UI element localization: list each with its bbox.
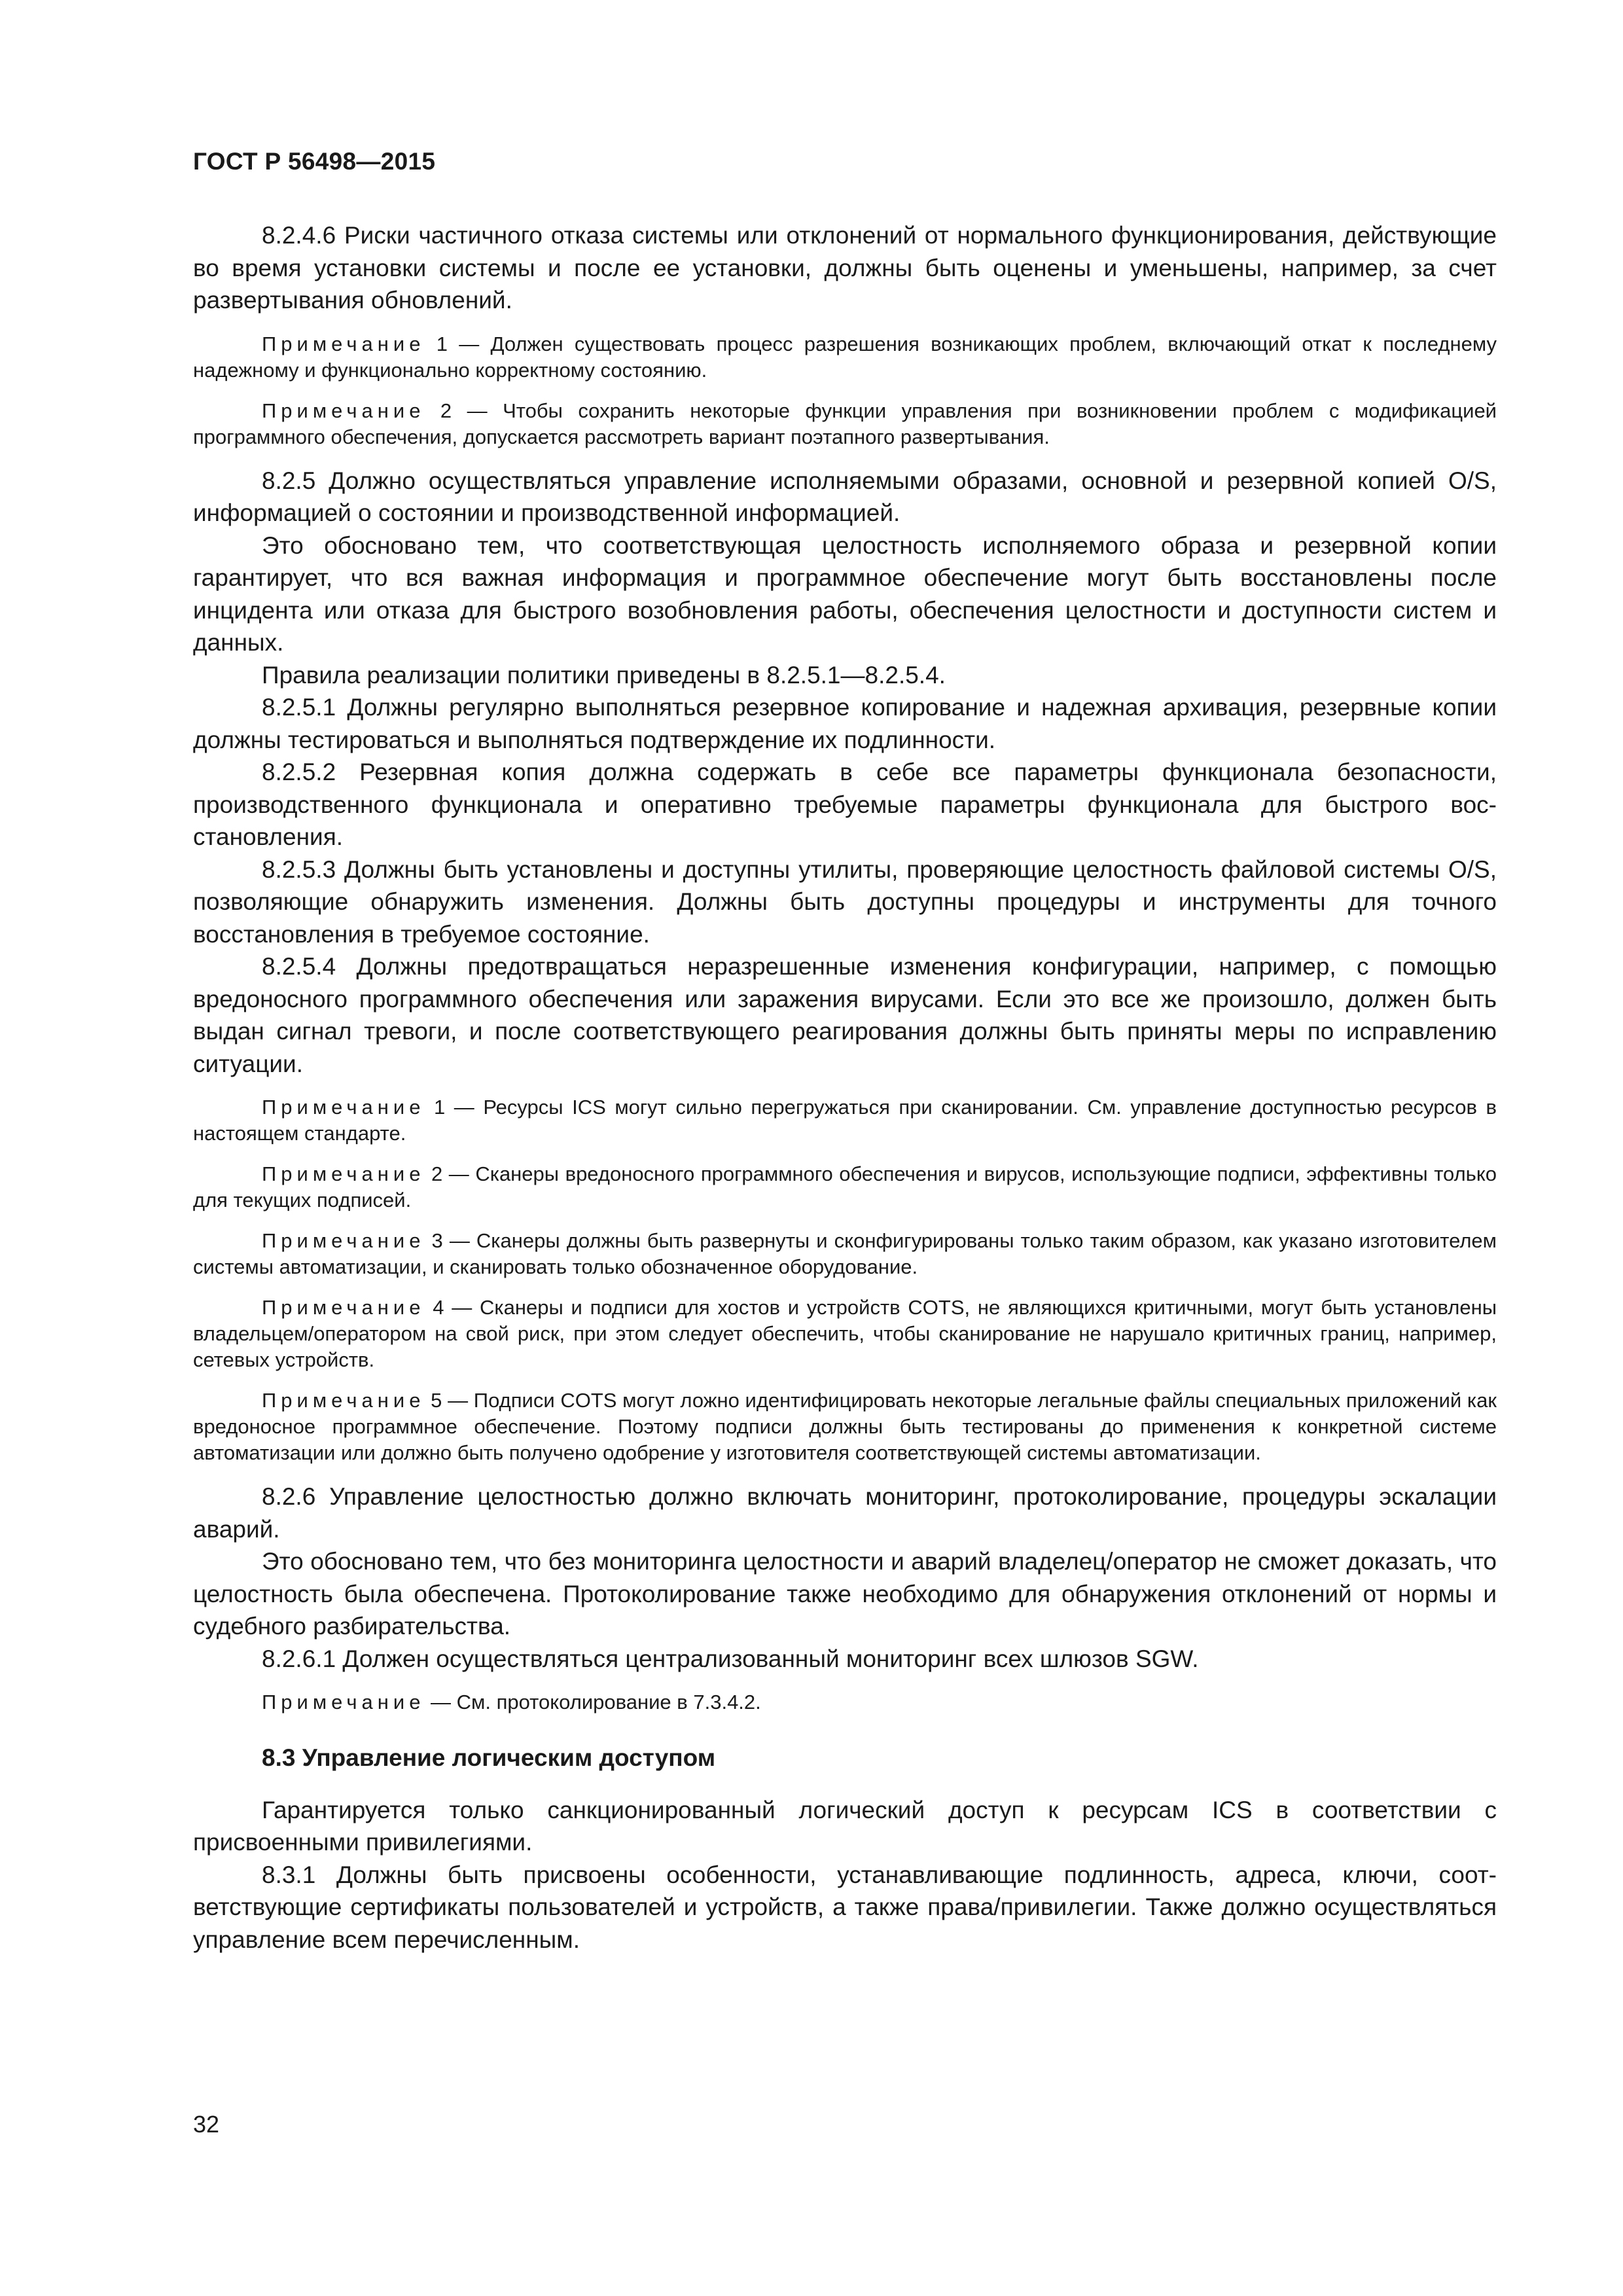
paragraph-8-2-5: 8.2.5 Должно осуществляться управление исполняемыми образами, основной и резервной копией O/S, информацией о состоянии и производственной информацией. xyxy=(193,467,1497,526)
paragraph-8-2-6: 8.2.6 Управление целостностью должно включать мониторинг, протоколирование, процедуры эскалации аварий. xyxy=(193,1483,1497,1543)
note-2: Примечание 2 — Чтобы сохранить некоторые функции управления при возникновении проблем с модификацией программного обеспечения, допускается рассмотреть вариант поэтапного развертывания. xyxy=(193,399,1497,448)
document-page xyxy=(193,0,1497,2296)
section-heading-8-3: 8.3 Управление логическим доступом xyxy=(262,1744,716,1771)
paragraph-8-3-1: 8.3.1 Должны быть присвоены особенности, устанавливающие подлинность, адреса, ключи, соответствующие сертификаты пользователей и устройств, а также права/привилегии. Также должно осуществляться управление всем перечисленным. xyxy=(193,1861,1497,1953)
paragraph-monitoring-rationale: Это обосновано тем, что без мониторинга целостности и аварий владелец/оператор не сможет доказать, что целостность была обеспечена. Протоколирование также необходимо для обнаружения отклонений от нормы и судебного разбирательства. xyxy=(193,1548,1497,1640)
note-1: Примечание 1 — Должен существовать процесс разрешения возникающих проблем, включающий откат к последнему надежному и функционально корректному состоянию. xyxy=(193,332,1497,382)
page-number: 32 xyxy=(193,2111,220,2138)
paragraph-8-2-4-6: 8.2.4.6 Риски частичного отказа системы или отклонений от нормального функционирования, действующие во время установки системы и после ее установки, должны быть оценены и уменьшены, например, за счет развертывания обновлений. xyxy=(193,222,1497,314)
note-1: Примечание 1 — Ресурсы ICS могут сильно перегружаться при сканировании. См. управление доступностью ресурсов в настоящем стандарте. xyxy=(193,1096,1497,1145)
paragraph-rationale: Это обосновано тем, что соответствующая целостность исполняемого образа и резервной копии гарантирует, что вся важная информация и программное обеспечение могут быть восстановлены после инцидента или отказа для быстрого возобновления работы, обеспечения целостности и доступности систем и данных. xyxy=(193,531,1497,656)
note-5: Примечание 5 — Подписи COTS могут ложно идентифицировать некоторые легальные файлы специальных приложений как вредоносное программное обеспечение. Поэтому подписи должны быть тестированы до применения к конкретной системе автоматизации или должно быть получено одобрение у изготовителя соответствующей системы автоматизации. xyxy=(193,1389,1497,1464)
document-header: ГОСТ Р 56498—2015 xyxy=(193,148,436,175)
note-4: Примечание 4 — Сканеры и подписи для хостов и устройств COTS, не являющихся критичными, могут быть установлены владельцем/оператором на свой риск, при этом следует обеспечить, чтобы сканирование не нарушало критичных границ, например, сетевых устройств. xyxy=(193,1296,1497,1371)
paragraph-8-2-5-1: 8.2.5.1 Должны регулярно выполняться резервное копирование и надежная архивация, резервные копии должны тестироваться и выполняться подтверждение их подлинности. xyxy=(193,694,1497,753)
paragraph-8-2-5-3: 8.2.5.3 Должны быть установлены и доступны утилиты, проверяющие целостность файловой системы O/S, позволяющие обнаружить изменения. Должны быть доступны процедуры и инструменты для точного восстановления в требуемое состояние. xyxy=(193,855,1497,948)
paragraph-8-2-5-4: 8.2.5.4 Должны предотвращаться неразрешенные изменения конфигурации, например, с помощью вредоносного программного обеспечения или заражения вирусами. Если это все же произошло, должен быть выдан сигнал тревоги, и после соответствующего реагирования должны быть приняты меры по исправлению ситуации. xyxy=(193,953,1497,1077)
paragraph-access-guarantee: Гарантируется только санкционированный логический доступ к ресурсам ICS в соответствии с присвоенными привилегиями. xyxy=(193,1796,1497,1856)
paragraph-8-2-5-2: 8.2.5.2 Резервная копия должна содержать в себе все параметры функционала безопасности, производственного функционала и оперативно требуемые параметры функционала для быстрого восстановления. xyxy=(193,759,1497,850)
paragraph-rules: Правила реализации политики приведены в 8.2.5.1—8.2.5.4. xyxy=(262,661,946,689)
note-3: Примечание 3 — Сканеры должны быть развернуты и сконфигурированы только таким образом, как указано изготовителем системы автоматизации, и сканировать только обозначенное оборудование. xyxy=(193,1229,1497,1278)
note-2: Примечание 2 — Сканеры вредоносного программного обеспечения и вирусов, использующие подписи, эффективны только для текущих подписей. xyxy=(193,1162,1497,1211)
note-logging: Примечание — См. протоколирование в 7.3.4.2. xyxy=(262,1691,761,1713)
paragraph-8-2-6-1: 8.2.6.1 Должен осуществляться централизованный мониторинг всех шлюзов SGW. xyxy=(262,1645,1199,1672)
document-body xyxy=(193,219,1497,1956)
